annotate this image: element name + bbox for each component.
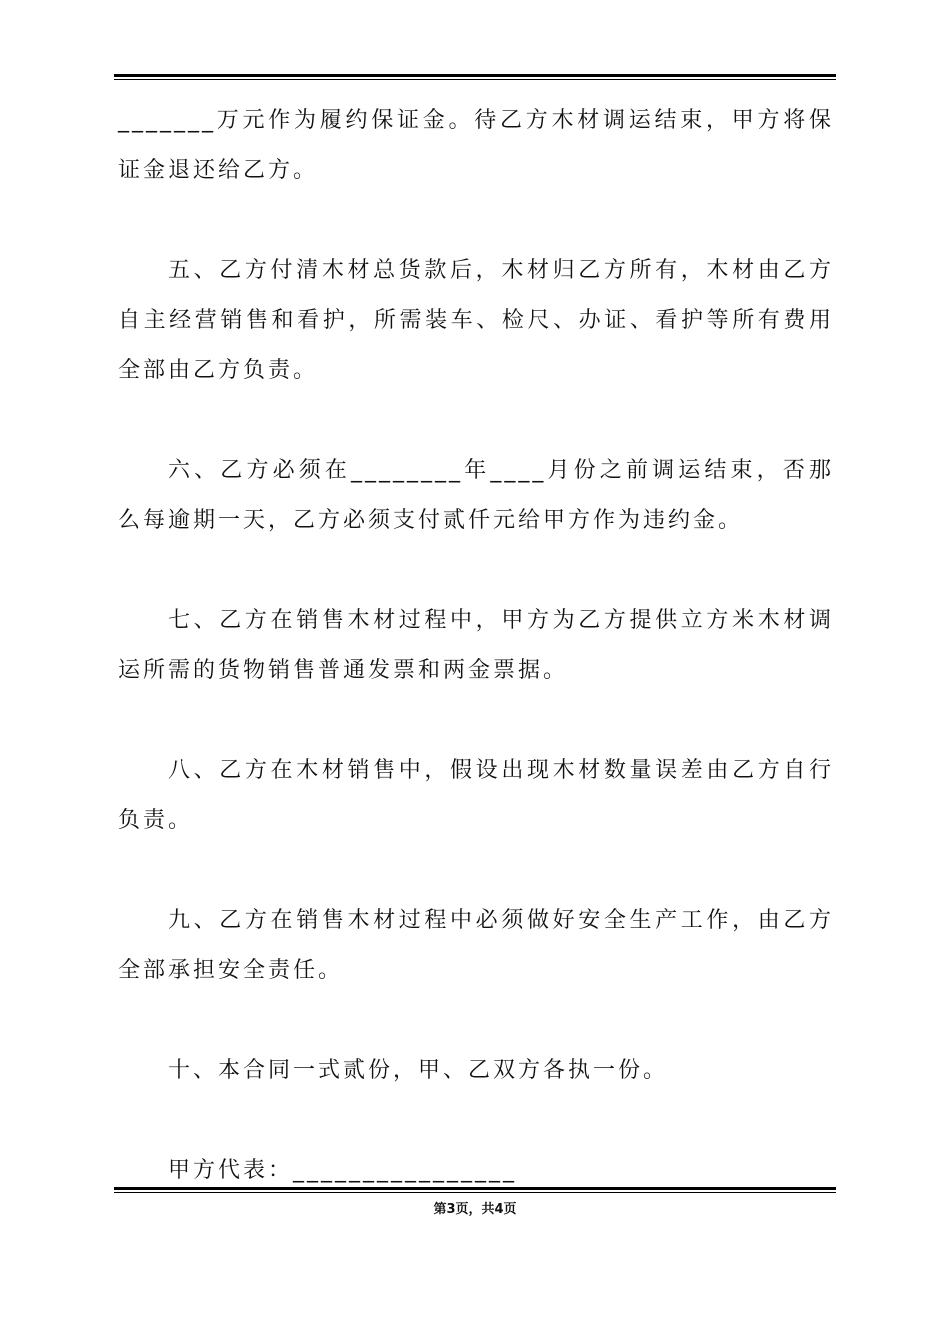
clause-7: 七、乙方在销售木材过程中，甲方为乙方提供立方米木材调运所需的货物销售普通发票和两金票据。 — [118, 608, 834, 683]
document-body — [118, 96, 834, 1196]
paragraph-deposit: _______万元作为履约保证金。待乙方木材调运结束，甲方将保证金退还给乙方。 — [118, 108, 834, 183]
header-rule — [114, 74, 836, 80]
party-a-signature-line: 甲方代表：________________ — [168, 1158, 518, 1183]
clause-10: 十、本合同一式贰份，甲、乙双方各执一份。 — [168, 1058, 669, 1083]
clause-9: 九、乙方在销售木材过程中必须做好安全生产工作，由乙方全部承担安全责任。 — [118, 908, 834, 983]
footer-rule — [114, 1187, 836, 1193]
clause-5: 五、乙方付清木材总货款后，木材归乙方所有，木材由乙方自主经营销售和看护，所需装车、检尺、办证、看护等所有费用全部由乙方负责。 — [118, 258, 834, 383]
clause-8: 八、乙方在木材销售中，假设出现木材数量误差由乙方自行负责。 — [118, 758, 834, 833]
page-number: 第3页，共4页 — [433, 1202, 517, 1217]
clause-6: 六、乙方必须在________年____月份之前调运结束，否那么每逾期一天，乙方必须支付贰仟元给甲方作为违约金。 — [118, 458, 834, 533]
